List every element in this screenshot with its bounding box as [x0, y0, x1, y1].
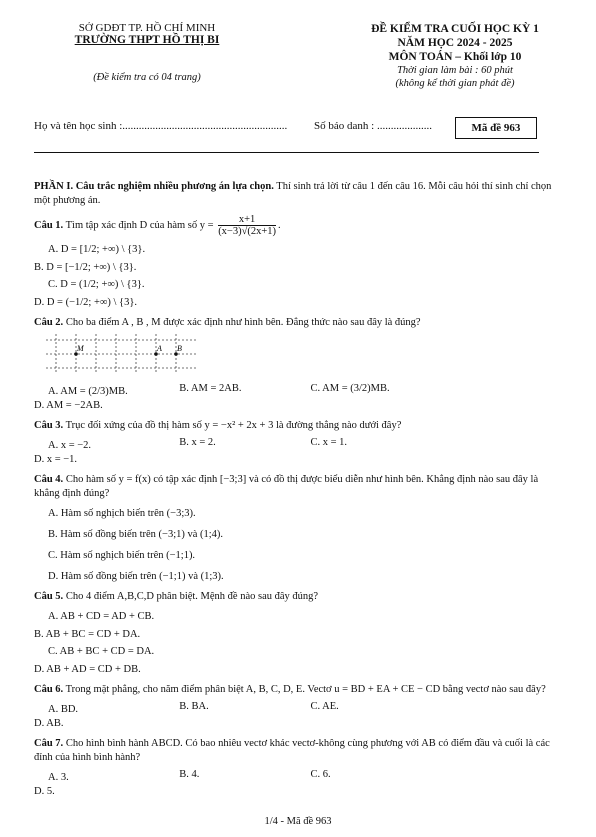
answer-options	[34, 607, 559, 677]
question-text: Trục đối xứng của đồ thị hàm số y = −x² + 2x + 3 là đường thẳng nào dưới đây?	[63, 420, 402, 431]
question-text: Cho ba điểm A , B , M được xác định như hình bên. Đẳng thức nào sau đây là đúng?	[63, 317, 421, 328]
question-label: Câu 2.	[34, 317, 64, 328]
question-text: Cho hình bình hành ABCD. Có bao nhiêu vectơ khác vectơ-không cùng phương với AB có điểm đầu và cuối là các đỉnh của hình bình hành?	[34, 738, 550, 763]
question-7	[34, 737, 559, 799]
label-a: A	[157, 344, 162, 353]
question-text: Tìm tập xác định D của hàm số y =	[63, 219, 217, 231]
option-a[interactable]: A. x = −2.	[48, 440, 92, 451]
option-b[interactable]: B. x = 2.	[179, 437, 216, 448]
option-d[interactable]: D. x = −1.	[34, 454, 78, 465]
school-name: TRƯỜNG THPT HỒ THỊ BI	[74, 34, 220, 46]
grid-svg	[46, 334, 196, 374]
function-fraction	[218, 214, 276, 237]
question-5	[34, 590, 559, 677]
question-list	[34, 180, 559, 799]
time-limit: Thời gian làm bài : 60 phút	[397, 65, 513, 76]
option-d[interactable]: D. AM = −2AB.	[34, 400, 103, 411]
option-c[interactable]: C. AM = (3/2)MB.	[310, 383, 390, 394]
option-c[interactable]: C. x = 1.	[310, 437, 348, 448]
option-b[interactable]: B. 4.	[179, 769, 200, 780]
question-label: Câu 4.	[34, 474, 64, 485]
part-heading	[34, 180, 559, 208]
header-left	[42, 22, 252, 83]
fraction-denominator: (x−3)√(2x+1)	[218, 226, 277, 237]
option-c[interactable]: C. Hàm số nghịch biến trên (−1;1).	[48, 550, 196, 561]
point-grid-figure	[46, 334, 559, 379]
question-label: Câu 7.	[34, 738, 64, 749]
option-a[interactable]: A. 3.	[48, 772, 69, 783]
option-d[interactable]: D. Hàm số đồng biến trên (−1;1) và (1;3).	[48, 571, 224, 582]
subject-line: MÔN TOÁN – Khối lớp 10	[388, 51, 522, 63]
question-label: Câu 3.	[34, 420, 64, 431]
school-year: NĂM HỌC 2024 - 2025	[397, 37, 513, 49]
option-c[interactable]: C. AE.	[310, 701, 339, 712]
answer-options	[34, 768, 559, 799]
candidate-number-line: Số báo danh : ....................	[314, 120, 432, 132]
time-note: (không kể thời gian phát đề)	[395, 78, 515, 89]
option-c[interactable]: C. AB + BC + CD = DA.	[48, 646, 155, 657]
header-right	[330, 22, 580, 90]
option-a[interactable]: A. Hàm số nghịch biến trên (−3;3).	[48, 508, 196, 519]
option-b[interactable]: B. Hàm số đồng biến trên (−3;1) và (1;4).	[48, 529, 224, 540]
question-text: Trong mặt phẳng, cho năm điểm phân biệt A, B, C, D, E. Vectơ u = BD + EA + CE − CD bằng vectơ nào sau đây?	[63, 684, 546, 695]
part-description: Thí sinh trả lời từ câu 1 đến câu 16. Mỗi câu hỏi thí sinh chỉ chọn một phương án.	[34, 181, 552, 206]
question-3	[34, 419, 559, 467]
question-label: Câu 6.	[34, 684, 64, 695]
page-footer: 1/4 - Mã đề 963	[264, 816, 332, 827]
option-d[interactable]: D. AB.	[34, 718, 64, 729]
question-6	[34, 683, 559, 731]
question-label: Câu 1.	[34, 219, 64, 231]
question-text: Cho 4 điểm A,B,C,D phân biệt. Mệnh đề nào sau đây đúng?	[63, 591, 319, 602]
option-a[interactable]: A. AB + CD = AD + CB.	[48, 611, 155, 622]
fraction-numerator: x+1	[218, 214, 276, 226]
question-2	[34, 316, 559, 413]
answer-options	[34, 436, 559, 467]
exam-code-box: Mã đề 963	[455, 117, 537, 139]
label-b: B	[177, 344, 182, 353]
option-c[interactable]: C. 6.	[310, 769, 331, 780]
exam-title: ĐỀ KIỂM TRA CUỐI HỌC KỲ 1	[371, 23, 539, 35]
answer-options	[34, 700, 559, 731]
option-a[interactable]: A. D = [1/2; +∞) \ {3}.	[48, 244, 146, 255]
question-text: Cho hàm số y = f(x) có tập xác định [−3;3] và có đồ thị được biểu diễn như hình bên. Khẳng định nào sau đây là khẳng định đúng?	[34, 474, 539, 499]
pages-note: (Đề kiểm tra có 04 trang)	[93, 72, 201, 83]
option-a[interactable]: A. BD.	[48, 704, 79, 715]
option-b[interactable]: B. AM = 2AB.	[179, 383, 242, 394]
option-b[interactable]: B. D = [−1/2; +∞) \ {3}.	[34, 262, 137, 273]
question-label: Câu 5.	[34, 591, 64, 602]
label-m: M	[77, 344, 84, 353]
question-1: Câu 1. Tìm tập xác định D của hàm số y = $\frac{x+1}{(x-3)√(2x+1)}$ . A. D = [1/2; +∞) \ {3}. B. D = [−1/2; +∞) \ {3}. C. D = (1/2; +∞) \ {3}. D. D = (−1/2; +∞) \ {3}.	[34, 214, 559, 310]
option-d[interactable]: D. 5.	[34, 786, 55, 797]
question-4	[34, 473, 559, 584]
option-d[interactable]: D. D = (−1/2; +∞) \ {3}.	[34, 297, 137, 308]
answer-options	[34, 382, 559, 413]
option-a[interactable]: A. AM = (2/3)MB.	[48, 386, 128, 397]
answer-options	[34, 240, 559, 310]
student-name-line: Họ và tên học sinh :............................................................	[34, 120, 288, 132]
option-b[interactable]: B. BA.	[179, 701, 209, 712]
option-c[interactable]: C. D = (1/2; +∞) \ {3}.	[48, 279, 145, 290]
option-d[interactable]: D. AB + AD = CD + DB.	[34, 664, 141, 675]
department-name: SỞ GDĐT TP. HỒ CHÍ MINH	[78, 22, 216, 34]
option-b[interactable]: B. AB + BC = CD + DA.	[34, 629, 141, 640]
header-separator	[34, 152, 539, 153]
part-title: PHẦN I. Câu trắc nghiệm nhiều phương án lựa chọn.	[34, 181, 274, 192]
